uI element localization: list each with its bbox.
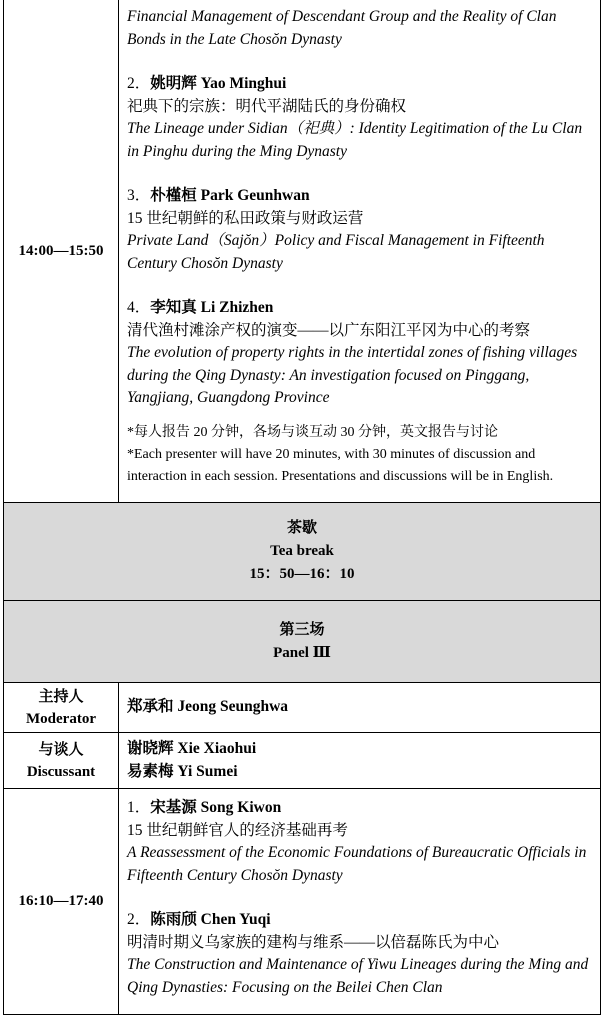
- discussant-row: [4, 733, 601, 789]
- session-2-time: 14:00—15:50: [4, 0, 119, 503]
- tea-break-zh: 茶歇: [286, 520, 317, 536]
- paper-title-zh: 15 世纪朝鲜的私田政策与财政运营: [127, 209, 364, 227]
- paper-item: [127, 185, 594, 275]
- tea-break-row: [4, 503, 601, 601]
- paper-number: 1．: [127, 799, 151, 816]
- discussant-label-zh: 与谈人: [38, 741, 84, 758]
- discussant-names: [119, 733, 601, 789]
- tea-break-en: Tea break: [270, 543, 334, 559]
- paper-title-en: The evolution of property rights in the intertidal zones of fishing villages during the Qing Dynasty: An investigation focused on Pinggang, Yangjiang, Guangdong Province: [127, 344, 578, 406]
- moderator-label-en: Moderator: [26, 710, 96, 727]
- discussant-label: [4, 733, 119, 789]
- paper-item: [127, 909, 594, 999]
- conference-schedule-table: [3, 0, 601, 1015]
- carryover-paper-title-en: Financial Management of Descendant Group and the Reality of Clan Bonds in the Late Chosŏn Dynasty: [127, 8, 557, 48]
- paper-item: [127, 73, 594, 163]
- paper-title-en: The Construction and Maintenance of Yiwu Lineages during the Ming and Qing Dynasties: Focusing on the Beilei Chen Clan: [127, 956, 589, 996]
- paper-title-en: Private Land（Sajŏn）Policy and Fiscal Management in Fifteenth Century Chosŏn Dynasty: [127, 232, 545, 272]
- paper-item: [127, 797, 594, 887]
- paper-title-zh: 明清时期义乌家族的建构与维系——以倍磊陈氏为中心: [127, 933, 500, 951]
- paper-title-zh: 清代渔村滩涂产权的演变——以广东阳江平冈为中心的考察: [127, 321, 531, 339]
- panel-3-papers: [119, 789, 601, 1015]
- paper-number: 2．: [127, 75, 151, 92]
- panel-3-papers-row: [4, 789, 601, 1015]
- note-en: *Each presenter will have 20 minutes, with 30 minutes of discussion and interaction in each session. Presentations and discussions will be in English.: [127, 446, 554, 484]
- moderator-label: [4, 683, 119, 733]
- paper-speaker: [127, 297, 594, 320]
- paper-number: 3．: [127, 187, 151, 204]
- speaker-name: 朴槿桓 Park Geunhwan: [150, 187, 310, 204]
- note-zh: *每人报告 20 分钟，各场与谈互动 30 分钟，英文报告与讨论: [127, 424, 498, 440]
- paper-title-zh: 祀典下的宗族：明代平湖陆氏的身份确权: [127, 97, 407, 115]
- paper-speaker: [127, 73, 594, 96]
- paper-title-en: A Reassessment of the Economic Foundations of Bureaucratic Officials in Fifteenth Century Chosŏn Dynasty: [127, 844, 587, 884]
- paper-item: [127, 297, 594, 410]
- speaker-name: 陈雨颀 Chen Yuqi: [150, 911, 271, 928]
- speaker-name: 姚明辉 Yao Minghui: [150, 75, 287, 92]
- paper-title-en: The Lineage under Sidian（祀典）: Identity Legitimation of the Lu Clan in Pinghu during the Ming Dynasty: [127, 120, 583, 160]
- panel-3-en: Panel Ⅲ: [273, 644, 331, 661]
- moderator-row: [4, 683, 601, 733]
- paper-speaker: [127, 909, 594, 932]
- moderator-name: 郑承和 Jeong Seunghwa: [119, 683, 601, 733]
- paper-number: 2．: [127, 911, 151, 928]
- discussant-name: 谢晓辉 Xie Xiaohui: [127, 740, 257, 757]
- panel-3-zh: 第三场: [279, 621, 325, 638]
- moderator-label-zh: 主持人: [38, 688, 84, 705]
- discussant-name: 易素梅 Yi Sumei: [127, 762, 238, 780]
- paper-number: 4．: [127, 299, 151, 316]
- panel-3-header-row: [4, 601, 601, 683]
- tea-break-time: 15：50—16：10: [249, 566, 355, 582]
- panel-3-time: 16:10—17:40: [4, 789, 119, 1015]
- tea-break-cell: [4, 503, 601, 601]
- speaker-name: 李知真 Li Zhizhen: [150, 299, 274, 316]
- paper-title-zh: 15 世纪朝鲜官人的经济基础再考: [127, 821, 348, 839]
- panel-3-header-cell: [4, 601, 601, 683]
- paper-speaker: [127, 797, 594, 820]
- speaker-name: 宋基源 Song Kiwon: [150, 799, 282, 816]
- paper-speaker: [127, 185, 594, 208]
- session-2-row: [4, 0, 601, 503]
- discussant-label-en: Discussant: [26, 763, 96, 780]
- session-2-papers: [119, 0, 601, 503]
